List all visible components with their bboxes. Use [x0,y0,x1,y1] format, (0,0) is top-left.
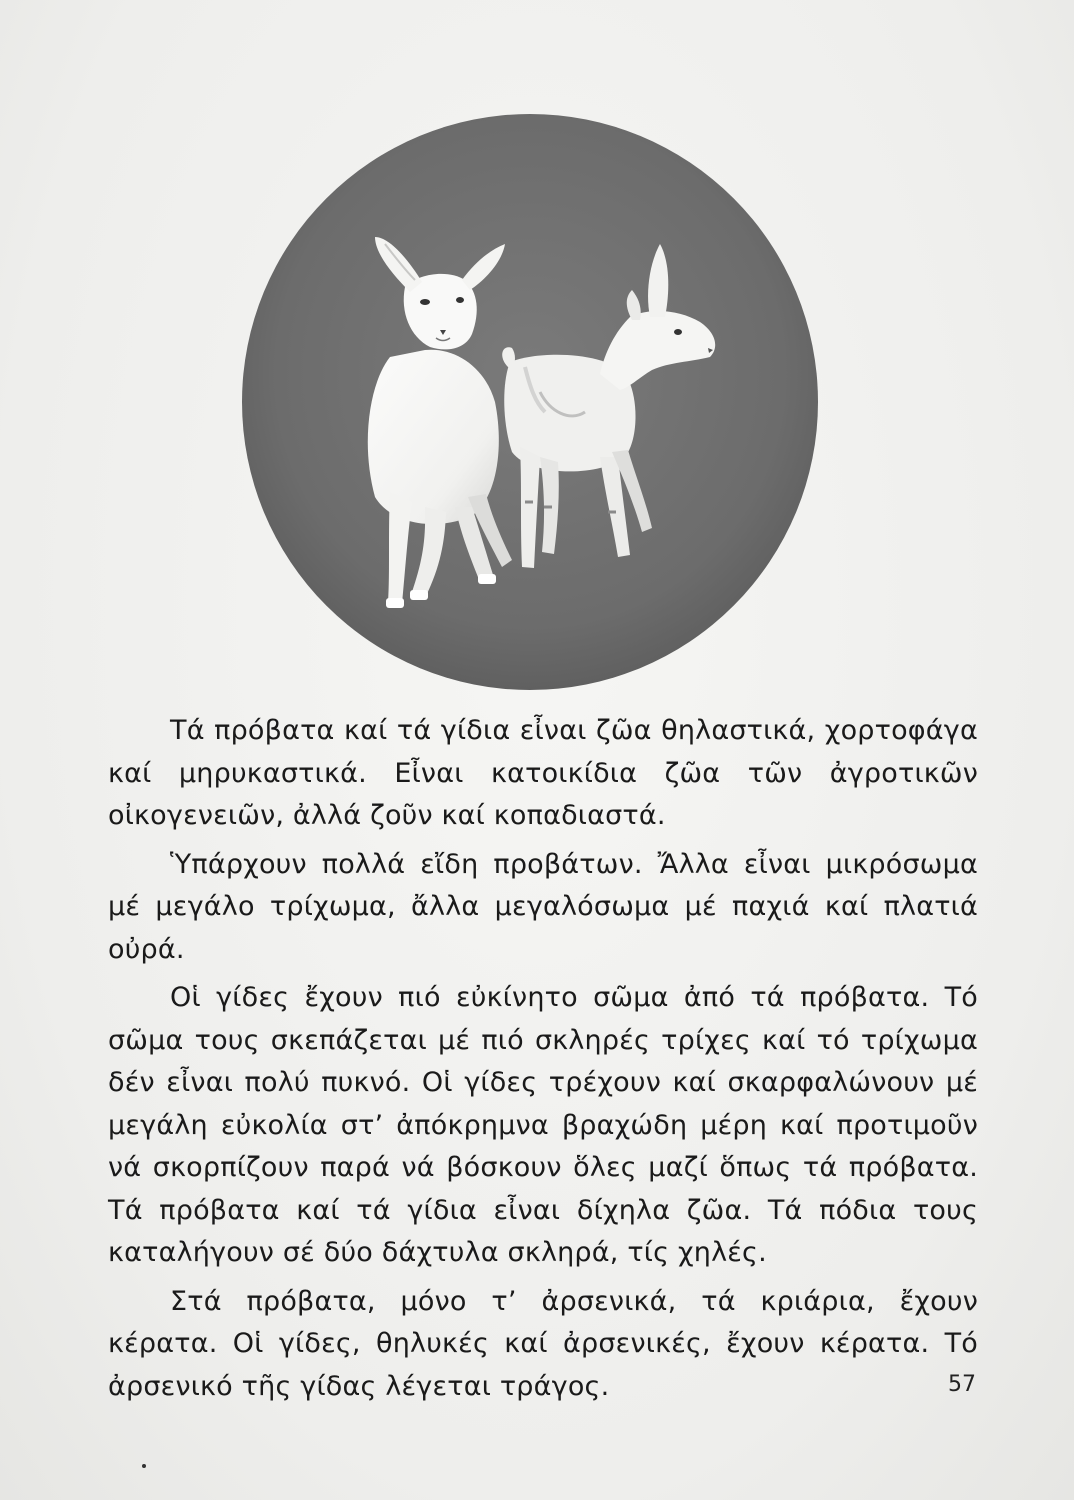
paragraph: Τά πρόβατα καί τά γίδια εἶναι ζῶα θηλαστικά, χορτοφάγα καί μηρυκαστικά. Εἶναι κατοικίδια ζῶα τῶν ἀγροτικῶν οἰκογενειῶν, ἀλλά ζοῦν καί κοπαδιαστά. [108,715,978,831]
lamb-and-kid-illustration [240,112,820,692]
page-number: 57 [948,1372,976,1397]
print-speck [142,1464,146,1468]
paragraph: Στά πρόβατα, μόνο τ’ ἀρσενικά, τά κριάρια, ἔχουν κέρατα. Οἱ γίδες, θηλυκές καί ἀρσενικές, ἔχουν κέρατα. Τό ἀρσενικό τῆς γίδας λέγεται τράγος. [108,1285,978,1402]
paragraph: Ὑπάρχουν πολλά εἴδη προβάτων. Ἄλλα εἶναι μικρόσωμα μέ μεγάλο τρίχωμα, ἄλλα μεγαλόσωμα μέ παχιά καί πλατιά οὐρά. [108,848,978,965]
paragraph: Οἱ γίδες ἔχουν πιό εὐκίνητο σῶμα ἀπό τά πρόβατα. Τό σῶμα τους σκεπάζεται μέ πιό σκληρές τρίχες καί τό τρίχωμα δέν εἶναι πολύ πυκνό. Οἱ γίδες τρέχουν καί σκαρφαλώνουν μέ μεγάλη εὐκολία στ’ ἀπόκρημνα βραχώδη μέρη καί προτιμοῦν νά σκορπίζουν παρά νά βόσκουν ὅλες μαζί ὅπως τά πρόβατα. Τά πρόβατα καί τά γίδια εἶναι δίχηλα ζῶα. Τά πόδια τους καταλήγουν σέ δύο δάχτυλα σκληρά, τίς χηλές. [108,982,978,1268]
body-text [108,710,978,1408]
